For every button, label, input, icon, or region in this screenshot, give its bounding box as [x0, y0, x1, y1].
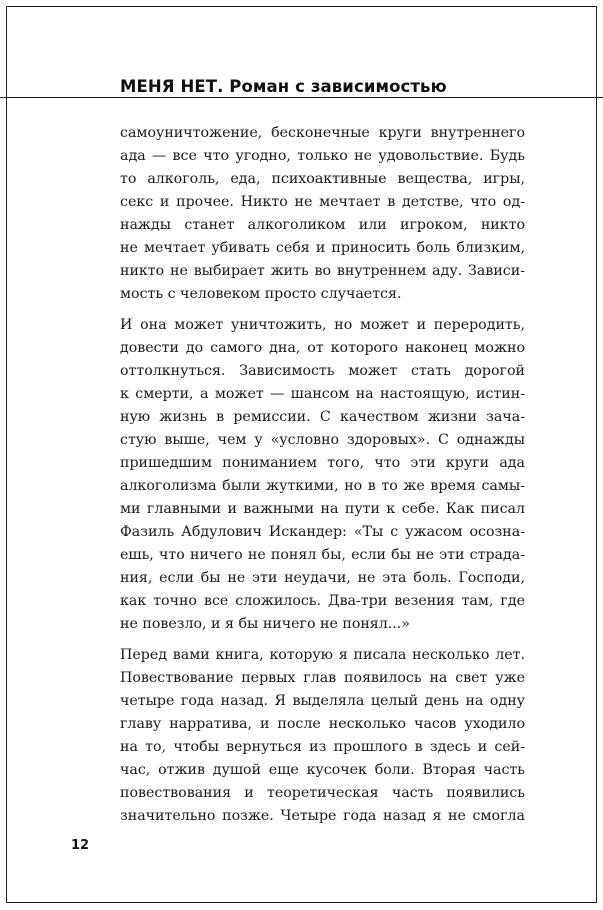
text-line: Повествование первых глав появилось на свет уже — [120, 670, 525, 686]
text-line: довести до самого дна, от которого наконец можно — [120, 340, 525, 356]
text-line: никто не выбирает жить во внутреннем аду. Зависи- — [120, 263, 525, 279]
text-line: стую выше, чем у «условно здоровых». С однажды — [120, 432, 525, 448]
text-line: четыре года назад. Я выделяла целый день на одну — [120, 693, 525, 709]
text-line: нажды станет алкоголиком или игроком, никто — [120, 217, 525, 233]
text-line: Фазиль Абдулович Искандер: «Ты с ужасом осозна- — [120, 524, 525, 540]
text-line: повествования и теоретическая часть появились — [120, 785, 525, 801]
text-line: Перед вами книга, которую я писала несколько лет. — [120, 647, 525, 663]
text-line: к смерти, а может — шансом на настоящую, истин- — [120, 386, 525, 402]
text-line: главу нарратива, и после несколько часов уходило — [120, 716, 525, 732]
text-line: как точно все сложилось. Два-три везения там, где — [120, 593, 525, 609]
body-text — [120, 122, 525, 836]
text-line: мость с человеком просто случается. — [120, 286, 402, 302]
paragraph-2 — [120, 314, 525, 636]
running-head: МЕНЯ НЕТ. Роман с зависимостью — [120, 77, 447, 96]
text-line: алкоголизма были жуткими, но в то же время самы- — [120, 478, 525, 494]
text-line: ешь, что ничего не понял бы, если бы не эти страда- — [120, 547, 525, 563]
text-line: ния, если бы не эти неудачи, не эта боль. Господи, — [120, 570, 525, 586]
text-line: не мечтает убивать себя и приносить боль близким, — [120, 240, 525, 256]
page-number: 12 — [71, 838, 90, 853]
text-line: ную жизнь в ремиссии. С качеством жизни зача- — [120, 409, 525, 425]
text-line: пришедшим пониманием того, что эти круги ада — [120, 455, 525, 471]
text-line: оттолкнуться. Зависимость может стать дорогой — [120, 363, 525, 379]
paragraph-3 — [120, 644, 525, 828]
text-line: ада — все что угодно, только не удовольствие. Будь — [120, 148, 525, 164]
text-line: то алкоголь, еда, психоактивные вещества, игры, — [120, 171, 525, 187]
text-line: на то, чтобы вернуться из прошлого в здесь и сей- — [120, 739, 525, 755]
text-line: не повезло, и я бы ничего не понял...» — [120, 616, 410, 632]
text-line: самоуничтожение, бесконечные круги внутреннего — [120, 125, 525, 141]
header-rule — [0, 97, 603, 98]
text-line: И она может уничтожить, но может и переродить, — [120, 317, 525, 333]
text-line: секс и прочее. Никто не мечтает в детстве, что од- — [120, 194, 525, 210]
paragraph-1 — [120, 122, 525, 306]
text-line: значительно позже. Четыре года назад я не смогла — [120, 808, 525, 824]
text-line: ми главными и важными на пути к себе. Как писал — [120, 501, 525, 517]
text-line: час, отжив душой еще кусочек боли. Вторая часть — [120, 762, 525, 778]
